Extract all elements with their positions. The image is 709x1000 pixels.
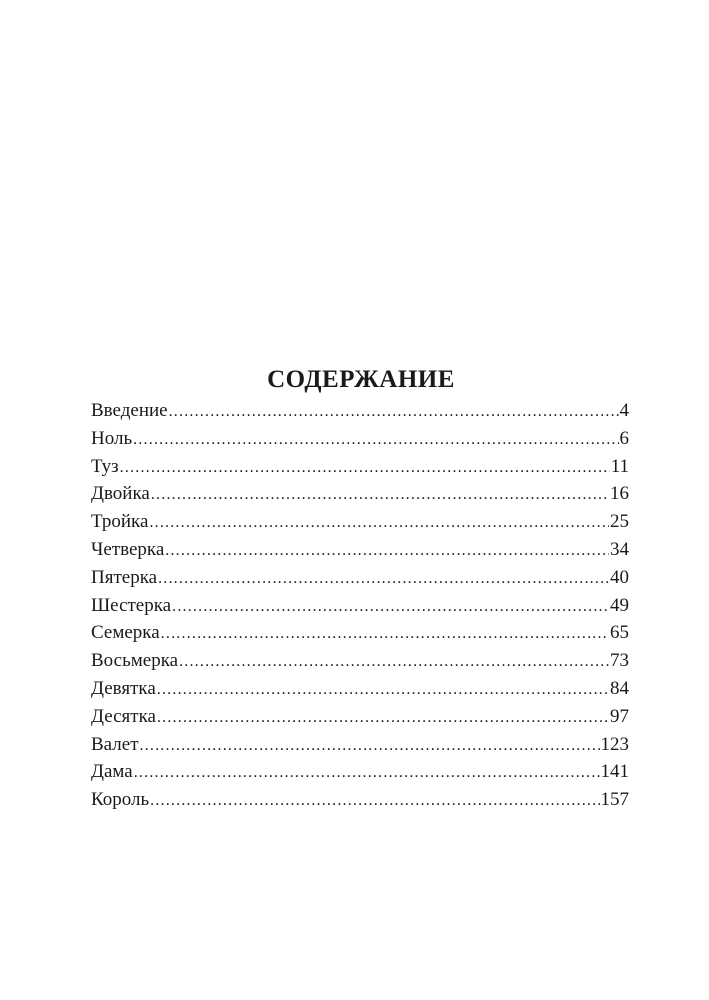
toc-entry [91, 536, 629, 564]
toc-entry [91, 703, 629, 731]
toc-entry-page-number: 34 [610, 538, 629, 560]
dot-leader [161, 620, 609, 648]
dot-leader [165, 537, 609, 565]
toc-entry [91, 480, 629, 508]
toc-entry [91, 758, 629, 786]
toc-entry-page-number: 73 [610, 650, 629, 672]
toc-entry-page-number: 65 [610, 622, 629, 644]
toc-entry-label: Введение [91, 400, 168, 421]
toc-entry [91, 453, 629, 481]
dot-leader [120, 454, 610, 482]
toc-entry [91, 425, 629, 453]
toc-entry-label: Валет [91, 733, 139, 755]
toc-entry-page-number: 157 [600, 789, 629, 811]
toc-entry-page-number: 25 [610, 511, 629, 533]
dot-leader [150, 787, 599, 815]
toc-entry-label: Дама [91, 761, 133, 783]
toc-entry-label: Семерка [91, 622, 160, 644]
toc-entry-label: Ноль [91, 427, 133, 449]
toc-entry [91, 397, 629, 425]
page-title: СОДЕРЖАНИЕ [267, 365, 455, 393]
toc-entry-page-number: 4 [619, 400, 629, 421]
toc-entry-label: Туз [91, 455, 119, 477]
dot-leader [151, 481, 609, 509]
dot-leader [179, 648, 609, 676]
dot-leader [134, 759, 600, 787]
dot-leader [169, 398, 619, 426]
dot-leader [158, 565, 609, 593]
dot-leader [133, 426, 618, 454]
toc-entry-page-number: 11 [610, 455, 629, 477]
table-of-contents [91, 397, 629, 814]
toc-entry-page-number: 6 [619, 427, 629, 449]
toc-entry [91, 731, 629, 759]
toc-entry-label: Десятка [91, 705, 156, 727]
toc-entry [91, 508, 629, 536]
dot-leader [172, 593, 609, 621]
toc-entry [91, 647, 629, 675]
dot-leader [157, 704, 609, 732]
toc-entry [91, 564, 629, 592]
toc-entry-page-number: 49 [610, 594, 629, 616]
toc-entry-label: Тройка [91, 511, 149, 533]
dot-leader [157, 676, 609, 704]
toc-entry-label: Девятка [91, 677, 156, 699]
toc-entry [91, 619, 629, 647]
dot-leader [140, 732, 600, 760]
toc-entry-page-number: 40 [610, 566, 629, 588]
toc-entry-page-number: 123 [600, 733, 629, 755]
toc-entry [91, 675, 629, 703]
toc-entry [91, 786, 629, 814]
dot-leader [149, 509, 609, 537]
toc-entry-page-number: 16 [610, 483, 629, 505]
toc-entry-page-number: 141 [600, 761, 629, 783]
toc-entry-page-number: 97 [610, 705, 629, 727]
toc-entry [91, 592, 629, 620]
toc-entry-label: Двойка [91, 483, 150, 505]
toc-entry-label: Шестерка [91, 594, 172, 616]
toc-entry-label: Король [91, 789, 150, 811]
toc-entry-label: Восьмерка [91, 650, 179, 672]
toc-entry-label: Четверка [91, 538, 165, 560]
toc-entry-label: Пятерка [91, 566, 158, 588]
toc-entry-page-number: 84 [610, 677, 629, 699]
